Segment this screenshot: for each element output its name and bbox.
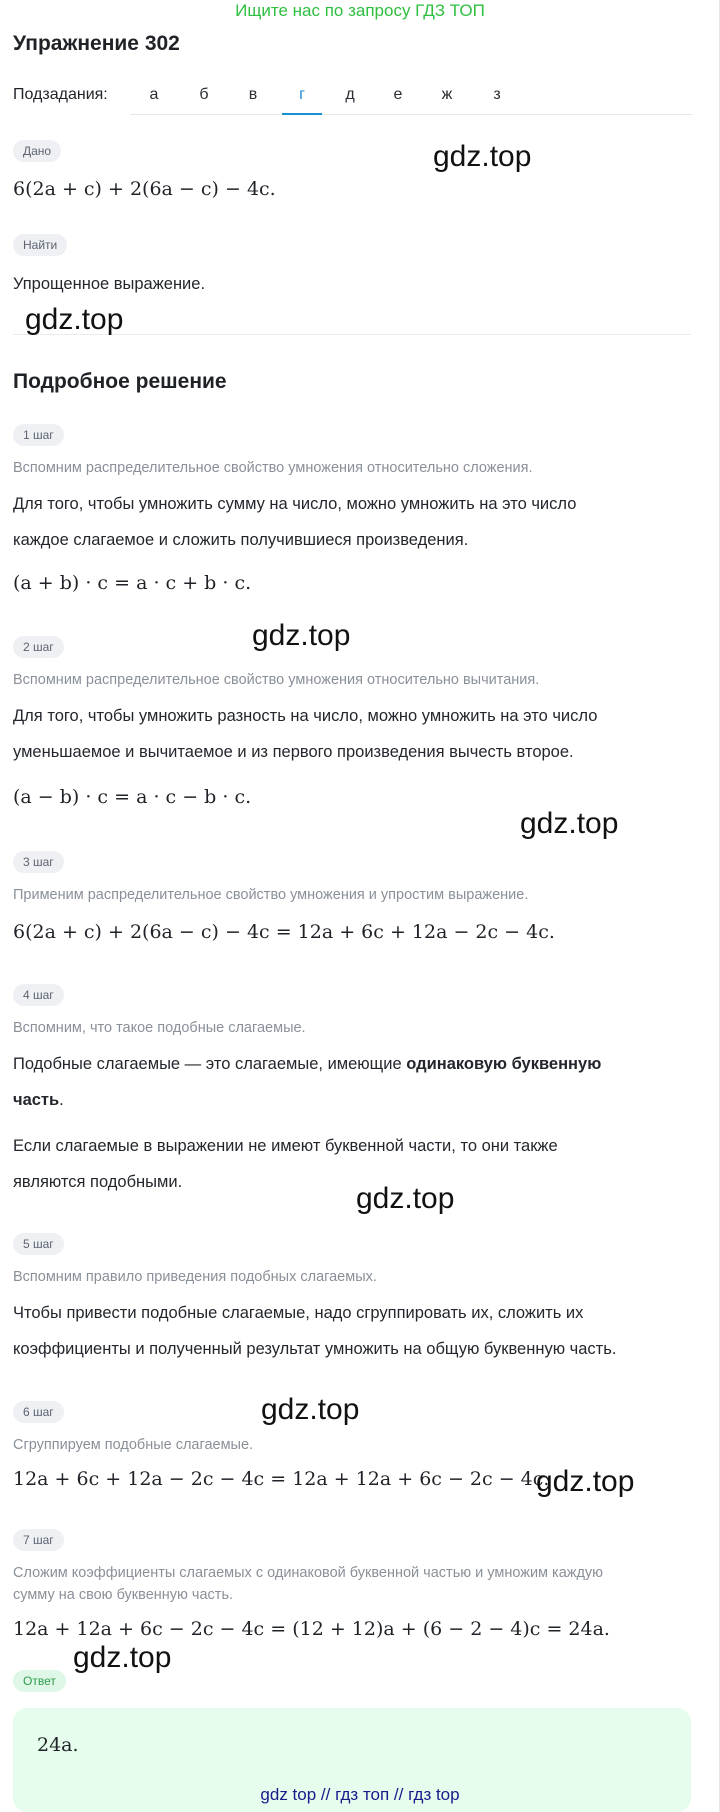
step-text bbox=[13, 1082, 703, 1118]
step-text: каждое слагаемое и сложить получившиеся произведения. bbox=[13, 531, 469, 549]
step-badge: 5 шаг bbox=[13, 1233, 64, 1255]
watermark: gdz.top bbox=[536, 1465, 635, 1498]
step-text-bold: одинаковую буквенную bbox=[406, 1055, 602, 1073]
step-formula: (a − b) · c = a · c − b · c. bbox=[13, 786, 252, 808]
tab-e[interactable]: е bbox=[393, 86, 403, 103]
step-hint: Сгруппируем подобные слагаемые. bbox=[13, 1437, 254, 1453]
answer-value: 24a. bbox=[37, 1734, 79, 1756]
search-banner: Ищите нас по запросу ГДЗ ТОП bbox=[235, 1, 485, 20]
step-badge: 2 шаг bbox=[13, 636, 64, 658]
step-hint: Применим распределительное свойство умножения и упростим выражение. bbox=[13, 887, 529, 903]
watermark: gdz.top bbox=[73, 1641, 172, 1674]
step-text-bold: часть bbox=[13, 1091, 60, 1109]
watermark: gdz.top bbox=[356, 1182, 455, 1215]
step-hint: сумму на свою буквенную часть. bbox=[13, 1587, 234, 1603]
given-badge: Дано bbox=[13, 140, 61, 162]
watermark: gdz.top bbox=[252, 619, 351, 652]
step-formula: 12a + 6c + 12a − 2c − 4c = 12a + 12a + 6c − 2c − 4c. bbox=[13, 1468, 550, 1490]
watermark: gdz.top bbox=[261, 1393, 360, 1426]
tab-b[interactable]: б bbox=[199, 86, 209, 103]
given-expression: 6(2a + c) + 2(6a − c) − 4c. bbox=[13, 178, 276, 200]
footer-links[interactable]: gdz top // гдз топ // гдз top bbox=[260, 1785, 460, 1804]
step-hint: Вспомним распределительное свойство умножения относительно вычитания. bbox=[13, 672, 540, 688]
step-text: Для того, чтобы умножить сумму на число, можно умножить на это число bbox=[13, 495, 577, 513]
step-text: Если слагаемые в выражении не имеют буквенной части, то они также bbox=[13, 1137, 558, 1155]
step-hint: Сложим коэффициенты слагаемых с одинаковой буквенной частью и умножим каждую bbox=[13, 1565, 604, 1581]
step-text: коэффициенты и полученный результат умножить на общую буквенную часть. bbox=[13, 1340, 617, 1358]
tabs-baseline bbox=[130, 114, 692, 115]
answer-badge: Ответ bbox=[13, 1670, 66, 1692]
find-text: Упрощенное выражение. bbox=[13, 275, 206, 293]
step-badge: 4 шаг bbox=[13, 984, 64, 1006]
step-badge: 6 шаг bbox=[13, 1401, 64, 1423]
step-formula: 12a + 12a + 6c − 2c − 4c = (12 + 12)a + (6 − 2 − 4)c = 24a. bbox=[13, 1618, 610, 1640]
step-text: Для того, чтобы умножить разность на число, можно умножить на это число bbox=[13, 707, 598, 725]
step-hint: Вспомним, что такое подобные слагаемые. bbox=[13, 1020, 306, 1036]
step-badge: 7 шаг bbox=[13, 1529, 64, 1551]
watermark: gdz.top bbox=[25, 303, 124, 336]
step-hint: Вспомним распределительное свойство умножения относительно сложения. bbox=[13, 460, 533, 476]
step-formula: 6(2a + c) + 2(6a − c) − 4c = 12a + 6c + 12a − 2c − 4c. bbox=[13, 921, 555, 943]
watermark: gdz.top bbox=[520, 807, 619, 840]
tab-z[interactable]: з bbox=[493, 86, 501, 103]
step-text: являются подобными. bbox=[13, 1173, 183, 1191]
tab-g[interactable]: г bbox=[299, 86, 305, 103]
step-text bbox=[13, 1046, 703, 1082]
find-badge: Найти bbox=[13, 234, 67, 256]
watermark: gdz.top bbox=[433, 140, 532, 173]
step-formula: (a + b) · c = a · c + b · c. bbox=[13, 572, 252, 594]
step-text-plain: . bbox=[59, 1091, 64, 1109]
subtasks-label: Подзадания: bbox=[13, 86, 108, 103]
tab-a[interactable]: а bbox=[149, 86, 159, 103]
solution-title: Подробное решение bbox=[13, 370, 227, 393]
tab-zh[interactable]: ж bbox=[441, 86, 453, 103]
step-hint: Вспомним правило приведения подобных слагаемых. bbox=[13, 1269, 377, 1285]
step-text: уменьшаемое и вычитаемое и из первого произведения вычесть второе. bbox=[13, 743, 574, 761]
step-text-plain: Подобные слагаемые — это слагаемые, имеющие bbox=[13, 1055, 407, 1073]
exercise-title: Упражнение 302 bbox=[13, 32, 180, 55]
tab-d[interactable]: д bbox=[345, 86, 355, 103]
active-tab-indicator bbox=[282, 113, 322, 115]
step-badge: 3 шаг bbox=[13, 851, 64, 873]
step-text: Чтобы привести подобные слагаемые, надо сгруппировать их, сложить их bbox=[13, 1304, 584, 1322]
tab-v[interactable]: в bbox=[248, 86, 258, 103]
step-badge: 1 шаг bbox=[13, 424, 64, 446]
